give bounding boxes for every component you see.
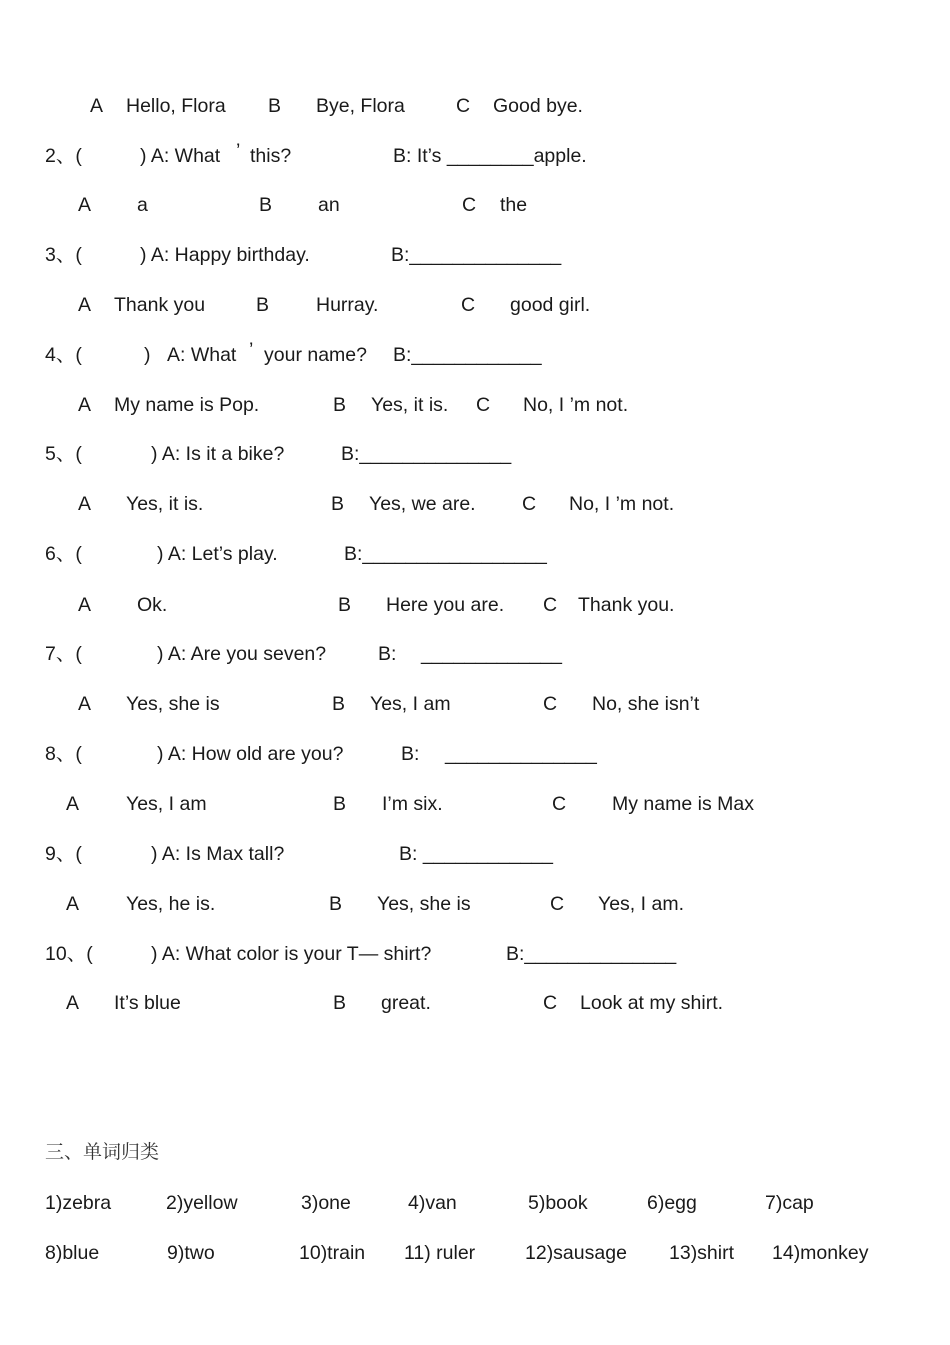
q5-number: 5、( [45,443,82,465]
q9-number: 9、( [45,843,82,865]
q10-option-c-text: Look at my shirt. [580,992,724,1014]
q7-answer-label: B: [378,643,397,665]
q3-option-c-text: good girl. [510,294,591,316]
q7-answer-blank: _____________ [421,643,562,665]
q3-option-b-letter: B [256,294,270,316]
q7-option-b-letter: B [332,693,346,715]
q7-option-a-letter: A [78,693,92,715]
q3-option-b-text: Hurray. [316,294,379,316]
q6-option-c-text: Thank you. [578,594,675,616]
q8-option-b-letter: B [333,793,347,815]
q5-option-c-letter: C [522,493,537,515]
q5-option-c-text: No, I ’m not. [569,493,675,515]
q9-option-a-letter: A [66,893,80,915]
q8-option-b-text: I’m six. [382,793,443,815]
q7-option-c-text: No, she isn’t [592,693,700,715]
q6-option-a-text: Ok. [137,594,168,616]
q4-apostrophe: ’ [249,339,254,361]
q2-option-c-text: the [500,194,528,216]
q8-option-a-text: Yes, I am [126,793,207,815]
q2-apostrophe: ’ [236,140,241,162]
word-item: 12)sausage [525,1242,627,1264]
q10-option-a-text: It’s blue [114,992,181,1014]
q4-question-start: A: What [167,344,242,366]
q5-option-a-text: Yes, it is. [126,493,204,515]
q1-option-a-text: Hello, Flora [126,95,226,117]
q10-option-a-letter: A [66,992,80,1014]
word-item: 14)monkey [772,1242,869,1264]
q5-option-b-text: Yes, we are. [369,493,476,515]
word-item: 3)one [301,1192,351,1214]
q2-option-b-text: an [318,194,340,216]
q9-option-c-text: Yes, I am. [598,893,684,915]
q4-option-c-text: No, I ’m not. [523,394,629,416]
q6-answer: B:_________________ [344,543,547,565]
word-item: 7)cap [765,1192,814,1214]
q1-option-c-letter: C [456,95,471,117]
q4-answer: B:____________ [393,344,542,366]
q5-question: ) A: Is it a bike? [151,443,285,465]
q8-number: 8、( [45,743,82,765]
q8-option-c-letter: C [552,793,567,815]
q8-option-c-text: My name is Max [612,793,754,815]
q4-option-b-letter: B [333,394,347,416]
q2-option-b-letter: B [259,194,273,216]
q2-number: 2、( [45,145,82,167]
q6-option-b-letter: B [338,594,352,616]
q8-question: ) A: How old are you? [157,743,344,765]
q10-option-c-letter: C [543,992,558,1014]
q6-option-b-text: Here you are. [386,594,505,616]
q7-option-b-text: Yes, I am [370,693,451,715]
q2-option-a-text: a [137,194,148,216]
word-item: 9)two [167,1242,215,1264]
q10-answer: B:______________ [506,943,677,965]
q9-option-c-letter: C [550,893,565,915]
q6-question: ) A: Let’s play. [157,543,278,565]
q2-question-tail: this? [250,145,292,167]
q1-option-a-letter: A [90,95,104,117]
word-item: 13)shirt [669,1242,735,1264]
q3-answer: B:______________ [391,244,562,266]
q5-option-a-letter: A [78,493,92,515]
q2-option-c-letter: C [462,194,477,216]
word-item: 6)egg [647,1192,697,1214]
q8-answer-blank: ______________ [445,743,597,765]
q9-question: ) A: Is Max tall? [151,843,285,865]
q1-option-b-letter: B [268,95,282,117]
q9-answer: B: ____________ [399,843,553,865]
q3-option-a-letter: A [78,294,92,316]
q3-option-c-letter: C [461,294,476,316]
q10-question: ) A: What color is your T— shirt? [151,943,432,965]
q2-answer: B: It’s ________apple. [393,145,587,167]
q7-option-c-letter: C [543,693,558,715]
q5-answer: B:______________ [341,443,512,465]
q6-option-a-letter: A [78,594,92,616]
word-item: 4)van [408,1192,457,1214]
q7-option-a-text: Yes, she is [126,693,220,715]
section-3-title: 三、单词归类 [45,1141,160,1163]
q10-option-b-text: great. [381,992,431,1014]
q1-option-c-text: Good bye. [493,95,583,117]
q7-number: 7、( [45,643,82,665]
q8-answer-label: B: [401,743,420,765]
word-item: 2)yellow [166,1192,238,1214]
word-item: 5)book [528,1192,588,1214]
q2-option-a-letter: A [78,194,92,216]
q4-question-tail: your name? [264,344,367,366]
q9-option-a-text: Yes, he is. [126,893,216,915]
q1-option-b-text: Bye, Flora [316,95,405,117]
q4-option-a-letter: A [78,394,92,416]
q8-option-a-letter: A [66,793,80,815]
word-item: 11) ruler [404,1242,476,1264]
q3-question: ) A: Happy birthday. [140,244,310,266]
q2-question-start: ) A: What [140,145,226,167]
word-item: 10)train [299,1242,366,1264]
q10-option-b-letter: B [333,992,347,1014]
q6-number: 6、( [45,543,82,565]
q3-number: 3、( [45,244,82,266]
q4-option-b-text: Yes, it is. [371,394,449,416]
word-item: 1)zebra [45,1192,112,1214]
q3-option-a-text: Thank you [114,294,206,316]
q6-option-c-letter: C [543,594,558,616]
word-item: 8)blue [45,1242,100,1264]
q4-option-c-letter: C [476,394,491,416]
q10-number: 10、( [45,943,93,965]
q9-option-b-text: Yes, she is [377,893,471,915]
q4-option-a-text: My name is Pop. [114,394,260,416]
q4-number: 4、( [45,344,82,366]
q5-option-b-letter: B [331,493,345,515]
q7-question: ) A: Are you seven? [157,643,327,665]
q9-option-b-letter: B [329,893,343,915]
q4-paren-close: ) [144,344,151,366]
